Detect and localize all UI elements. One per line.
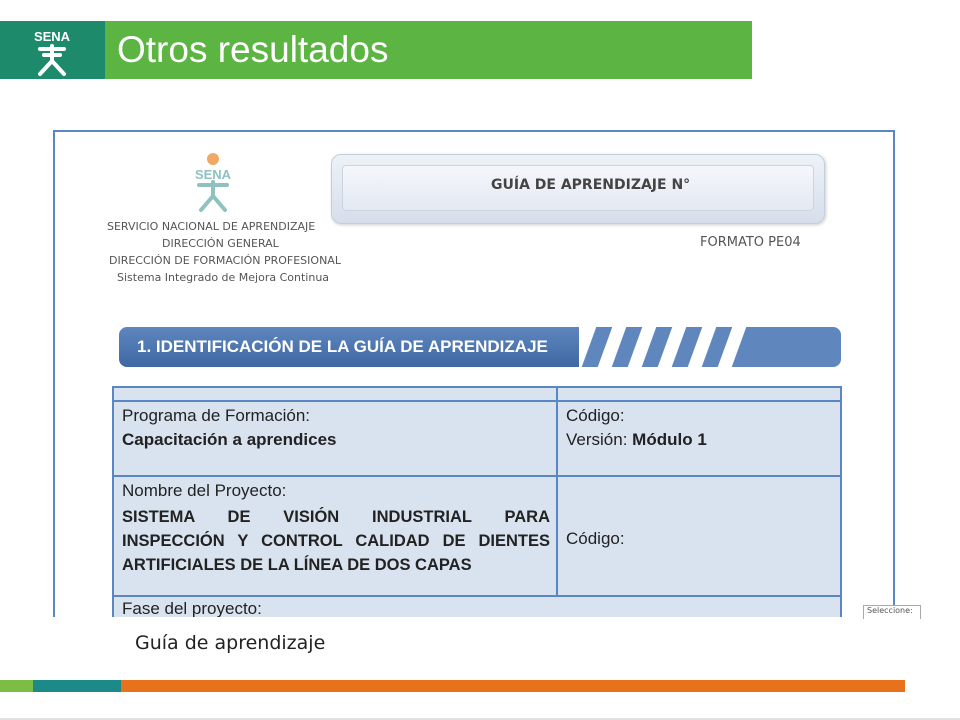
- org-logo-text: SENA: [194, 167, 232, 182]
- identification-table: [112, 386, 842, 617]
- table-row: [114, 477, 840, 597]
- title-bar: [105, 21, 752, 79]
- org-logo-icon: [183, 152, 243, 214]
- section-heading: 1. IDENTIFICACIÓN DE LA GUÍA DE APRENDIZAJE: [137, 337, 548, 356]
- slide-title: Otros resultados: [117, 29, 389, 70]
- decorative-stripes: [579, 327, 841, 367]
- table-row: [114, 388, 840, 402]
- caption: Guía de aprendizaje: [135, 632, 326, 654]
- program-label: Programa de Formación:: [122, 406, 311, 425]
- sena-logo-text: SENA: [33, 29, 71, 44]
- program-value: Capacitación a aprendices: [122, 430, 337, 449]
- project-name-line: INSPECCIÓN Y CONTROL CALIDAD DE DIENTES: [122, 532, 550, 550]
- table-row: [114, 402, 840, 477]
- org-line: Sistema Integrado de Mejora Continua: [117, 271, 330, 284]
- version-field: [566, 430, 707, 450]
- sena-logo-icon: [0, 21, 105, 79]
- phase-label: Fase del proyecto:: [122, 599, 262, 617]
- format-code: FORMATO PE04: [700, 235, 801, 250]
- footer-stripe-orange: [121, 680, 905, 692]
- version-label: Versión:: [566, 430, 628, 449]
- section-heading-bar: [119, 327, 841, 367]
- org-logo: [183, 152, 243, 214]
- code-label: Código:: [566, 529, 625, 548]
- project-name-line: ARTIFICIALES DE LA LÍNEA DE DOS CAPAS: [122, 556, 472, 574]
- guide-title-inner: [342, 165, 814, 211]
- footer-stripe-teal: [33, 680, 121, 692]
- version-value: Módulo 1: [632, 430, 707, 449]
- table-row: [114, 597, 840, 617]
- project-name: [122, 505, 550, 577]
- code-label: Código:: [566, 406, 625, 425]
- sena-logo: [0, 21, 105, 79]
- org-line: DIRECCIÓN DE FORMACIÓN PROFESIONAL: [109, 254, 341, 267]
- org-name-block: [107, 218, 341, 286]
- org-line: DIRECCIÓN GENERAL: [162, 237, 279, 250]
- project-label: Nombre del Proyecto:: [122, 481, 287, 500]
- guide-title-box: [331, 154, 825, 224]
- project-name-line: SISTEMA DE VISIÓN INDUSTRIAL PARA: [122, 508, 550, 526]
- org-line: SERVICIO NACIONAL DE APRENDIZAJE: [107, 220, 316, 233]
- guide-title: GUÍA DE APRENDIZAJE N°: [491, 177, 691, 193]
- footer-stripe-green: [0, 680, 33, 692]
- document-preview: [53, 130, 895, 617]
- selector-tab[interactable]: Seleccione:: [863, 605, 921, 619]
